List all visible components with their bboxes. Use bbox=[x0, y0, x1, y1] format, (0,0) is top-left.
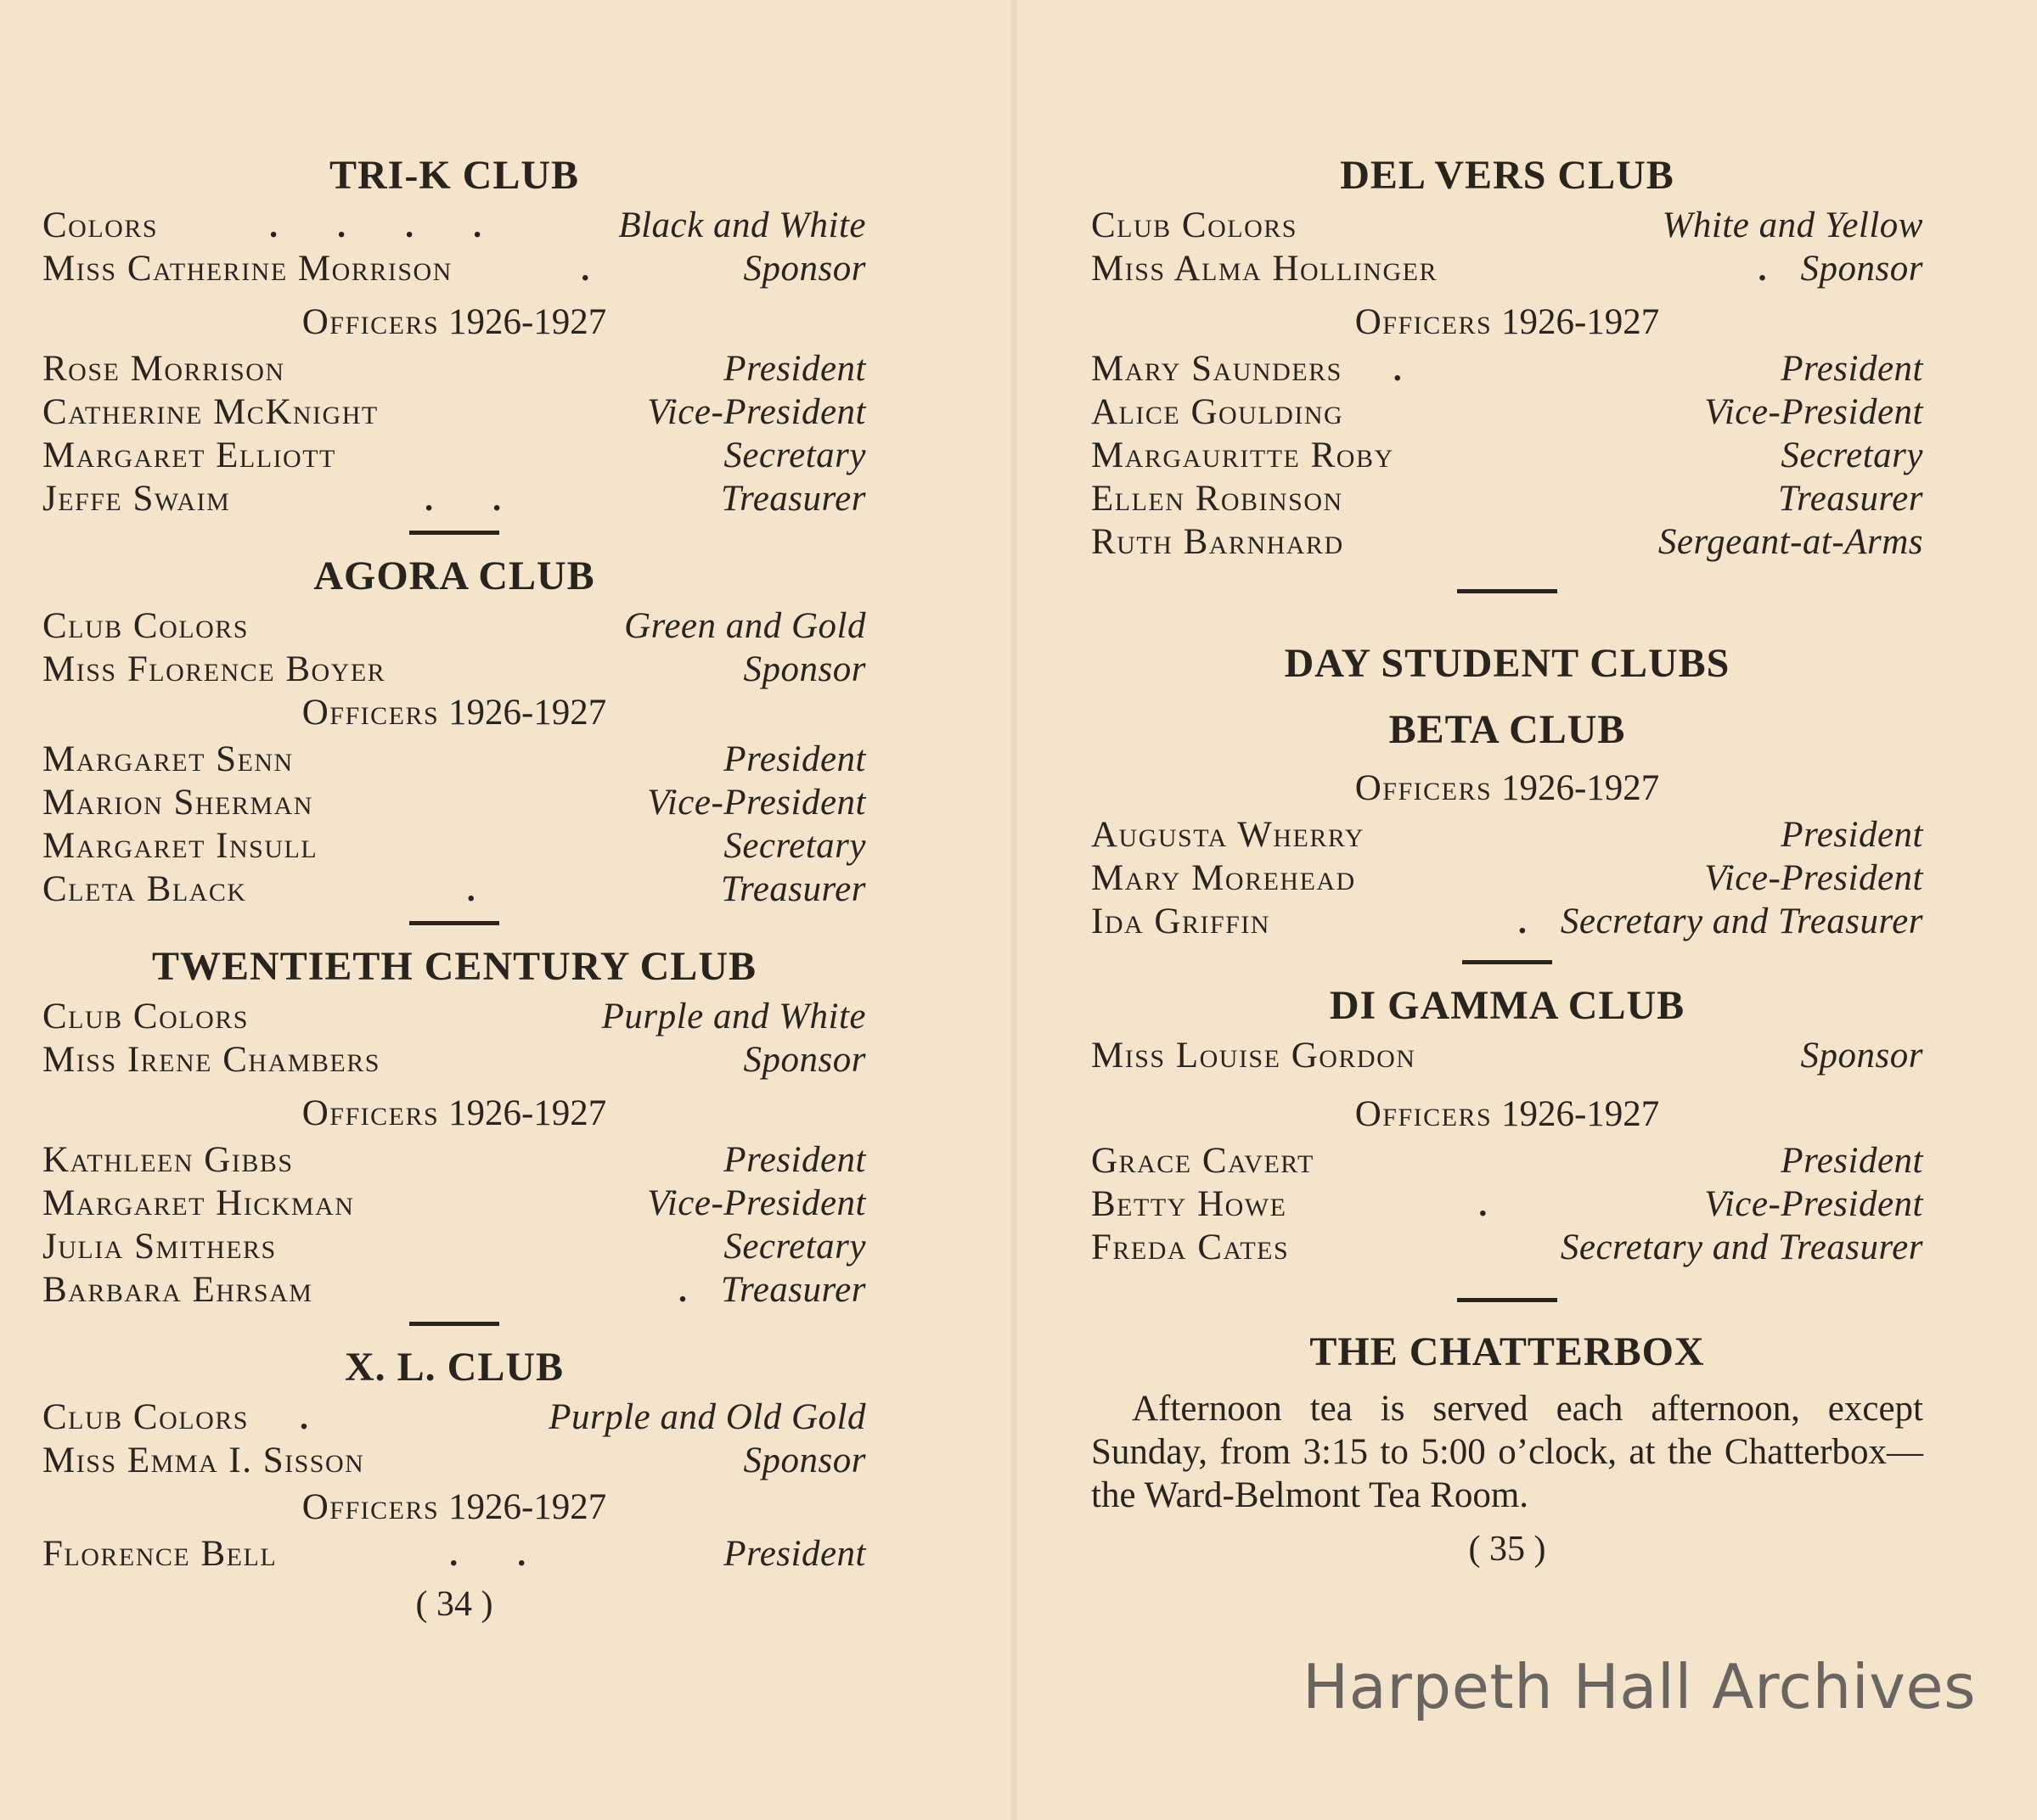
officer-row bbox=[42, 868, 866, 911]
colors-label: Club Colors bbox=[42, 606, 249, 646]
officer-role: President bbox=[1781, 1141, 1923, 1181]
officer-role: Secretary and Treasurer bbox=[1560, 1227, 1923, 1267]
officer-name: Margaret Insull bbox=[42, 826, 318, 866]
officer-name: Grace Cavert bbox=[1091, 1141, 1314, 1181]
officer-row bbox=[42, 347, 866, 390]
officer-row bbox=[42, 738, 866, 781]
club-title: BETA CLUB bbox=[1388, 707, 1626, 752]
officer-role: Secretary and Treasurer bbox=[1560, 902, 1923, 941]
twentieth-century-club-section bbox=[42, 942, 866, 1326]
colors-value: Green and Gold bbox=[624, 606, 866, 646]
section-divider bbox=[1457, 1298, 1557, 1302]
leader-dots: . bbox=[581, 250, 616, 288]
leader-dots: . bbox=[1517, 902, 1552, 941]
officers-heading bbox=[1091, 1093, 1923, 1136]
officers-label: Officers bbox=[301, 1487, 440, 1527]
leader-dots: . . . . bbox=[269, 206, 508, 244]
leader-dots: . bbox=[299, 1398, 334, 1436]
officer-name: Julia Smithers bbox=[42, 1227, 277, 1267]
officer-name: Ellen Robinson bbox=[1091, 479, 1343, 519]
officer-row bbox=[42, 1138, 866, 1182]
officer-role: Treasurer bbox=[721, 869, 866, 909]
sponsor-name: Miss Irene Chambers bbox=[42, 1040, 380, 1080]
officer-role: Vice-President bbox=[647, 1183, 866, 1223]
officer-name: Ida Griffin bbox=[1091, 902, 1270, 941]
section-divider bbox=[409, 921, 499, 925]
leader-dots: . bbox=[1393, 350, 1427, 388]
leader-dots: . bbox=[678, 1271, 713, 1309]
sponsor-name: Miss Alma Hollinger bbox=[1091, 249, 1438, 289]
officer-row bbox=[42, 1225, 866, 1268]
leader-dots: . bbox=[1478, 1185, 1513, 1223]
officer-row bbox=[42, 434, 866, 477]
club-colors-row bbox=[1091, 204, 1923, 247]
officer-role: Vice-President bbox=[647, 392, 866, 432]
chatterbox-text: Afternoon tea is served each afternoon, except Sunday, from 3:15 to 5:00 o’clock, at the Chatterbox—the Ward-Belmont Tea Room. bbox=[1091, 1389, 1923, 1515]
club-title: TWENTIETH CENTURY CLUB bbox=[152, 944, 757, 989]
colors-value: White and Yellow bbox=[1662, 205, 1923, 245]
officers-label: Officers bbox=[301, 1093, 440, 1133]
officer-role: President bbox=[723, 1534, 866, 1574]
officer-row bbox=[1091, 477, 1923, 520]
officer-role: Vice-President bbox=[1704, 858, 1923, 898]
officers-year: 1926-1927 bbox=[447, 693, 607, 733]
colors-value: Purple and White bbox=[601, 997, 866, 1036]
officer-row bbox=[42, 1532, 866, 1576]
officers-label: Officers bbox=[1354, 302, 1493, 342]
officer-name: Betty Howe bbox=[1091, 1184, 1287, 1224]
colors-label: Club Colors bbox=[42, 997, 249, 1036]
sponsor-role: Sponsor bbox=[743, 249, 866, 289]
chatterbox-title: THE CHATTERBOX bbox=[1309, 1329, 1705, 1374]
colors-label: Colors bbox=[42, 205, 159, 245]
club-colors-row bbox=[42, 604, 866, 648]
archive-watermark: Harpeth Hall Archives bbox=[1303, 1651, 1977, 1722]
officer-name: Margauritte Roby bbox=[1091, 435, 1394, 475]
officer-role: Vice-President bbox=[647, 783, 866, 823]
officer-name: Mary Saunders bbox=[1091, 349, 1342, 389]
officer-name: Margaret Hickman bbox=[42, 1183, 355, 1223]
page-gutter bbox=[1010, 0, 1017, 1820]
officer-name: Rose Morrison bbox=[42, 349, 285, 389]
agora-club-section bbox=[42, 552, 866, 925]
section-divider bbox=[1462, 960, 1552, 964]
officer-row bbox=[1091, 347, 1923, 390]
officer-name: Barbara Ehrsam bbox=[42, 1270, 313, 1310]
club-title: TRI-K CLUB bbox=[329, 153, 580, 198]
officer-role: Treasurer bbox=[1778, 479, 1923, 519]
officers-label: Officers bbox=[301, 693, 440, 733]
officers-year: 1926-1927 bbox=[447, 302, 607, 342]
officer-row bbox=[1091, 857, 1923, 900]
officer-row bbox=[1091, 390, 1923, 434]
officer-role: Secretary bbox=[723, 1227, 866, 1267]
club-title: AGORA CLUB bbox=[313, 553, 595, 598]
del-vers-club-section bbox=[1091, 151, 1923, 593]
sponsor-role: Sponsor bbox=[1800, 1036, 1923, 1076]
left-page bbox=[42, 0, 866, 1625]
officer-name: Catherine McKnight bbox=[42, 392, 379, 432]
officer-name: Ruth Barnhard bbox=[1091, 522, 1344, 562]
officer-row bbox=[42, 824, 866, 868]
club-title: DI GAMMA CLUB bbox=[1329, 983, 1685, 1028]
officer-row bbox=[42, 1182, 866, 1225]
sponsor-name: Miss Emma I. Sisson bbox=[42, 1441, 365, 1480]
sponsor-row bbox=[42, 1439, 866, 1482]
club-colors-row bbox=[42, 204, 866, 247]
officers-heading bbox=[42, 691, 866, 734]
tri-k-club-section bbox=[42, 151, 866, 535]
leader-dots: . bbox=[466, 870, 501, 908]
officer-name: Freda Cates bbox=[1091, 1227, 1290, 1267]
officers-heading bbox=[42, 301, 866, 344]
section-divider bbox=[409, 1322, 499, 1326]
colors-label: Club Colors bbox=[42, 1397, 249, 1437]
leader-dots: . . bbox=[425, 480, 527, 518]
sponsor-role: Sponsor bbox=[743, 649, 866, 689]
officers-label: Officers bbox=[301, 302, 440, 342]
officer-name: Mary Morehead bbox=[1091, 858, 1356, 898]
section-divider bbox=[409, 531, 499, 535]
officers-heading bbox=[42, 1486, 866, 1529]
officer-row bbox=[1091, 520, 1923, 564]
officer-name: Margaret Senn bbox=[42, 739, 294, 779]
officer-role: Vice-President bbox=[1704, 392, 1923, 432]
officer-role: President bbox=[723, 349, 866, 389]
officers-label: Officers bbox=[1354, 768, 1493, 808]
officer-row bbox=[42, 390, 866, 434]
sponsor-row bbox=[42, 648, 866, 691]
sponsor-row bbox=[42, 1038, 866, 1081]
officer-role: President bbox=[723, 1140, 866, 1180]
sponsor-name: Miss Florence Boyer bbox=[42, 649, 386, 689]
officer-role: Secretary bbox=[1781, 435, 1923, 475]
officer-name: Augusta Wherry bbox=[1091, 815, 1365, 855]
sponsor-role: Sponsor bbox=[743, 1441, 866, 1480]
di-gamma-club-section bbox=[1091, 981, 1923, 1302]
officer-name: Margaret Elliott bbox=[42, 435, 336, 475]
officer-name: Cleta Black bbox=[42, 869, 247, 909]
club-colors-row bbox=[42, 995, 866, 1038]
officer-row bbox=[1091, 1182, 1923, 1226]
club-title: X. L. CLUB bbox=[344, 1345, 565, 1390]
officers-year: 1926-1927 bbox=[1500, 302, 1660, 342]
officer-row bbox=[42, 781, 866, 824]
officer-name: Marion Sherman bbox=[42, 783, 313, 823]
officer-role: President bbox=[1781, 349, 1923, 389]
club-colors-row bbox=[42, 1396, 866, 1439]
officer-name: Florence Bell bbox=[42, 1534, 278, 1574]
page-number: ( 34 ) bbox=[415, 1585, 493, 1624]
section-divider bbox=[1457, 589, 1557, 593]
officer-role: Treasurer bbox=[721, 479, 866, 519]
officer-row bbox=[1091, 434, 1923, 477]
sponsor-row bbox=[1091, 247, 1923, 290]
officers-year: 1926-1927 bbox=[1500, 1094, 1660, 1134]
sponsor-name: Miss Louise Gordon bbox=[1091, 1036, 1416, 1076]
sponsor-row bbox=[42, 247, 866, 290]
club-title: DEL VERS CLUB bbox=[1340, 153, 1674, 198]
page-number: ( 35 ) bbox=[1468, 1530, 1546, 1569]
officers-heading bbox=[42, 1092, 866, 1135]
officer-row bbox=[42, 477, 866, 520]
officer-role: Treasurer bbox=[721, 1270, 866, 1310]
officer-role: Secretary bbox=[723, 435, 866, 475]
officer-row bbox=[42, 1268, 866, 1312]
sponsor-name: Miss Catherine Morrison bbox=[42, 249, 453, 289]
officer-role: Sergeant-at-Arms bbox=[1657, 522, 1923, 562]
sponsor-role: Sponsor bbox=[1800, 249, 1923, 289]
colors-value: Purple and Old Gold bbox=[549, 1397, 866, 1437]
leader-dots: . . bbox=[449, 1535, 552, 1573]
officers-year: 1926-1927 bbox=[1500, 768, 1660, 808]
sponsor-row bbox=[1091, 1034, 1923, 1077]
officers-year: 1926-1927 bbox=[447, 1487, 607, 1527]
day-student-clubs-title: DAY STUDENT CLUBS bbox=[1284, 641, 1730, 686]
officer-role: Secretary bbox=[723, 826, 866, 866]
officer-row bbox=[1091, 900, 1923, 943]
officer-name: Alice Goulding bbox=[1091, 392, 1344, 432]
colors-value: Black and White bbox=[618, 205, 866, 245]
officer-name: Jeffe Swaim bbox=[42, 479, 231, 519]
officers-heading bbox=[1091, 767, 1923, 810]
sponsor-role: Sponsor bbox=[743, 1040, 866, 1080]
officer-role: Vice-President bbox=[1704, 1184, 1923, 1224]
officer-name: Kathleen Gibbs bbox=[42, 1140, 294, 1180]
officer-row bbox=[1091, 813, 1923, 857]
chatterbox-paragraph bbox=[1091, 1387, 1923, 1517]
beta-club-section bbox=[1091, 705, 1923, 964]
leader-dots: . bbox=[1758, 250, 1792, 288]
officer-row bbox=[1091, 1226, 1923, 1269]
officer-role: President bbox=[1781, 815, 1923, 855]
right-page bbox=[1091, 0, 1923, 1570]
officer-row bbox=[1091, 1139, 1923, 1182]
xl-club-section bbox=[42, 1343, 866, 1576]
officers-label: Officers bbox=[1354, 1094, 1493, 1134]
chatterbox-section bbox=[1091, 1328, 1923, 1517]
officers-year: 1926-1927 bbox=[447, 1093, 607, 1133]
officers-heading bbox=[1091, 301, 1923, 344]
colors-label: Club Colors bbox=[1091, 205, 1297, 245]
officer-role: President bbox=[723, 739, 866, 779]
